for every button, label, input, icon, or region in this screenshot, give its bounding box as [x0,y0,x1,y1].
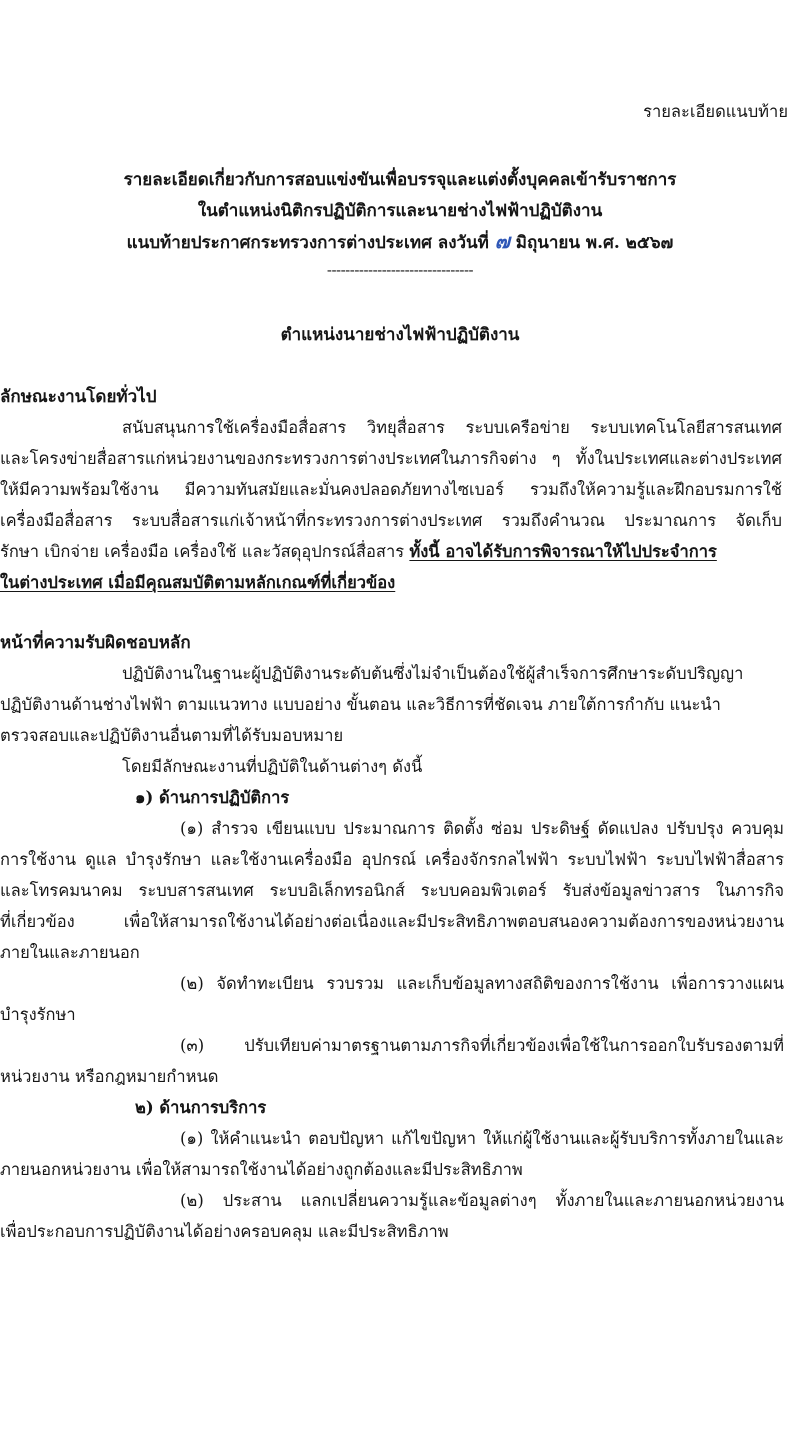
service-item2-line-1: (๒) ประสาน แลกเปลี่ยนความรู้และข้อมูลต่างๆ ทั้งภายในและภายนอกหน่วยงาน [180,1191,784,1210]
general-line-4: เครื่องมือสื่อสาร ระบบสื่อสารแก่เจ้าหน้าที่กระทรวงการต่างประเทศ รวมถึงคำนวณ ประมาณการ จัดเก็บ [0,511,782,530]
title-line-1: รายละเอียดเกี่ยวกับการสอบแข่งขันเพื่อบรรจุและแต่งตั้งบุคคลเข้ารับราชการ [123,170,677,190]
operations-item1-line-3: และโทรคมนาคม ระบบสารสนเทศ ระบบอิเล็กทรอนิกส์ ระบบคอมพิวเตอร์ รับส่งข้อมูลข่าวสาร ในภารกิจ [0,881,784,900]
operations-item2-line-1: (๒) จัดทำทะเบียน รวบรวม และเก็บข้อมูลทางสถิติของการใช้งาน เพื่อการวางแผน [180,974,784,993]
operations-item1-line-2: การใช้งาน ดูแล บำรุงรักษา และใช้งานเครื่องมือ อุปกรณ์ เครื่องจักรกลไฟฟ้า ระบบไฟฟ้า ระบบไฟฟ้าสื่อสาร [0,850,784,869]
attachment-note: รายละเอียดแนบท้าย [643,102,788,121]
general-line-3: ให้มีความพร้อมใช้งาน มีความทันสมัยและมั่นคงปลอดภัยทางไซเบอร์ รวมถึงให้ความรู้และฝึกอบรมการใช้ [0,480,782,499]
handwritten-date-day: ๗ [494,229,510,253]
operations-item1-line-4: ที่เกี่ยวข้อง เพื่อให้สามารถใช้งานได้อย่างต่อเนื่องและมีประสิทธิภาพตอบสนองความต้องการของหน่วยงาน [0,912,784,931]
duties-intro-1: ปฏิบัติงานในฐานะผู้ปฏิบัติงานระดับต้นซึ่งไม่จำเป็นต้องใช้ผู้สำเร็จการศึกษาระดับปริญญา [122,664,744,683]
general-line-2: และโครงข่ายสื่อสารแก่หน่วยงานของกระทรวงการต่างประเทศในภารกิจต่าง ๆ ทั้งในประเทศและต่างประเทศ [0,449,782,468]
title-line-3 [0,229,800,255]
general-heading: ลักษณะงานโดยทั่วไป [0,387,157,407]
title-line-3-suffix: มิถุนายน พ.ศ. ๒๕๖๗ [515,233,674,253]
service-heading: ๒) ด้านการบริการ [135,1098,267,1117]
title-separator: -------------------------------- [326,261,474,279]
operations-item1-line-5: ภายในและภายนอก [0,943,140,962]
operations-heading: ๑) ด้านการปฏิบัติการ [135,788,290,807]
service-item1-line-1: (๑) ให้คำแนะนำ ตอบปัญหา แก้ไขปัญหา ให้แก่ผู้ใช้งานและผู้รับบริการทั้งภายในและ [180,1129,784,1148]
service-item2-line-2: เพื่อประกอบการปฏิบัติงานได้อย่างครอบคลุม และมีประสิทธิภาพ [0,1222,449,1241]
title-line-3-prefix: แนบท้ายประกาศกระทรวงการต่างประเทศ ลงวันที่ [126,233,489,253]
operations-item2-line-2: บำรุงรักษา [0,1005,76,1024]
duties-intro-2: ปฏิบัติงานด้านช่างไฟฟ้า ตามแนวทาง แบบอย่าง ขั้นตอน และวิธีการที่ชัดเจน ภายใต้การกำกับ แนะนำ [0,695,721,714]
general-line-5 [0,541,717,563]
general-line-6-emphasis: ในต่างประเทศ เมื่อมีคุณสมบัติตามหลักเกณฑ์ที่เกี่ยวข้อง [0,573,396,592]
operations-item3-line-2: หน่วยงาน หรือกฎหมายกำหนด [0,1067,219,1086]
operations-item1-line-1: (๑) สำรวจ เขียนแบบ ประมาณการ ติดตั้ง ซ่อม ประดิษฐ์ ดัดแปลง ปรับปรุง ควบคุม [180,819,784,838]
title-line-2: ในตำแหน่งนิติกรปฏิบัติการและนายช่างไฟฟ้าปฏิบัติงาน [197,201,603,221]
service-item1-line-2: ภายนอกหน่วยงาน เพื่อให้สามารถใช้งานได้อย่างถูกต้องและมีประสิทธิภาพ [0,1160,523,1179]
general-line-5-emphasis: ทั้งนี้ อาจได้รับการพิจารณาให้ไปประจำการ [409,542,717,561]
operations-item3-line-1: (๓) ปรับเทียบค่ามาตรฐานตามภารกิจที่เกี่ยวข้องเพื่อใช้ในการออกใบรับรองตามที่ [180,1036,784,1055]
duties-intro-3: ตรวจสอบและปฏิบัติงานอื่นตามที่ได้รับมอบหมาย [0,726,344,745]
duties-heading: หน้าที่ความรับผิดชอบหลัก [0,633,191,653]
general-line-5-plain: รักษา เบิกจ่าย เครื่องมือ เครื่องใช้ และวัสดุอุปกรณ์สื่อสาร [0,542,405,561]
general-line-1: สนับสนุนการใช้เครื่องมือสื่อสาร วิทยุสื่อสาร ระบบเครือข่าย ระบบเทคโนโลยีสารสนเทศ [122,418,782,437]
position-title: ตำแหน่งนายช่างไฟฟ้าปฏิบัติงาน [280,325,520,345]
duties-lead: โดยมีลักษณะงานที่ปฏิบัติในด้านต่างๆ ดังนี้ [122,757,423,776]
